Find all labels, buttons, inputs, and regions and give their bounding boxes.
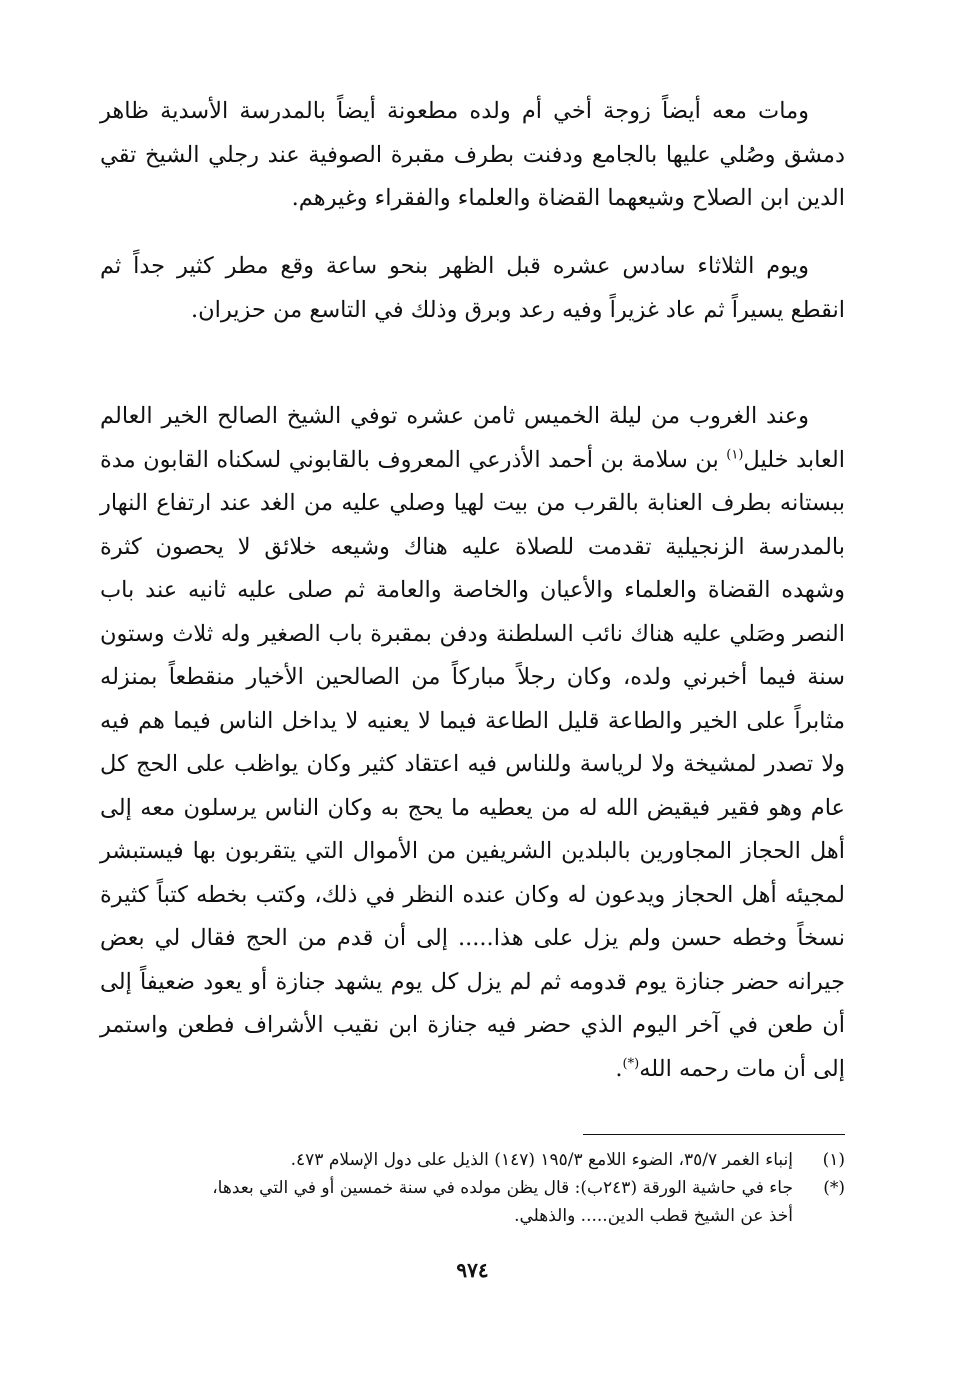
footnote-divider: [583, 1134, 845, 1135]
footnote-reference-1[interactable]: (١): [726, 447, 744, 462]
paragraph-khalil-obituary: [100, 395, 845, 1091]
paragraph-text: وعند الغروب من ليلة الخميس ثامن عشره توفي الشيخ الصالح الخير العالم العابد خليل: [100, 403, 845, 473]
page-number: ٩٧٤: [456, 1258, 489, 1282]
footnote-text: إنباء الغمر ٣٥/٧، الضوء اللامع ١٩٥/٣ (١٤٧) الذيل على دول الإسلام ٤٧٣.: [290, 1150, 793, 1170]
footnote-marker: (*): [823, 1178, 845, 1198]
footnote-star-continuation: [100, 1202, 845, 1230]
paragraph-text: ويوم الثلاثاء سادس عشره قبل الظهر بنحو ساعة وقع مطر كثير جداً ثم انقطع يسيراً ثم عاد غزيراً وفيه رعد وبرق وذلك في التاسع من حزيران.: [100, 253, 845, 323]
paragraph-rain-event: [100, 245, 845, 332]
paragraph-wife-death: [100, 90, 845, 221]
footnote-star: [100, 1174, 845, 1202]
paragraph-text: ومات معه أيضاً زوجة أخي أم ولده مطعونة أيضاً بالمدرسة الأسدية ظاهر دمشق وصُلي عليها بالجامع ودفنت بطرف مقبرة الصوفية عند رجلي الشيخ تقي الدين ابن الصلاح وشيعهما القضاة والعلماء والفقراء وغيرهم.: [100, 98, 845, 211]
paragraph-text: بن سلامة بن أحمد الأذرعي المعروف بالقابوني لسكناه القابون مدة ببستانه بطرف العنابة بالقرب من بيت لهيا وصلي عليه من الغد عند ارتفاع النهار بالمدرسة الزنجيلية تقدمت للصلاة عليه هناك وشيعه خلائق لا يحصون كثرة وشهده القضاة والعلماء والأعيان والخاصة والعامة ثم صلى عليه ثانيه عند باب النصر وصَلي عليه هناك نائب السلطنة ودفن بمقبرة باب الصغير وله ثلاث وستون سنة فيما أخبرني ولده، وكان رجلاً مباركاً من الصالحين الأخيار منقطعاً بمنزله مثابراً على الخير والطاعة قليل الطاعة فيما لا يعنيه لا يداخل الناس فيما هم فيه ولا تصدر لمشيخة ولا لرياسة وللناس فيه اعتقاد كثير وكان يواظب على الحج كل عام وهو فقير فيقيض الله له من يعطيه ما يحج به وكان الناس يرسلون معه إلى أهل الحجاز المجاورين بالبلدين الشريفين من الأموال التي يتقربون بها فيستبشر لمجيئه أهل الحجاز ويدعون له وكان عنده النظر في ذلك، وكتب بخطه كتباً كثيرة نسخاً وخطه حسن ولم يزل على هذا..... إلى أن قدم من الحج فقال لي بعض جيرانه حضر جنازة يوم قدومه ثم لم يزل كل يوم يشهد جنازة أو يعود ضعيفاً إلى أن طعن في آخر اليوم الذي حضر فيه جنازة ابن نقيب الأشراف فطعن واستمر إلى أن مات رحمه الله: [100, 446, 845, 1082]
footnote-reference-star[interactable]: (*): [622, 1056, 640, 1071]
footnote-text: أخذ عن الشيخ قطب الدين..... والذهلي.: [514, 1206, 793, 1226]
footnote-1: [100, 1146, 845, 1174]
footnote-text: جاء في حاشية الورقة (٢٤٣ب): قال يظن مولده في سنة خمسين أو في التي بعدها،: [212, 1178, 793, 1198]
footnotes: [100, 1146, 845, 1230]
footnote-marker: (١): [822, 1150, 845, 1170]
paragraph-end-punctuation: .: [615, 1055, 623, 1082]
book-page: [100, 90, 845, 1310]
